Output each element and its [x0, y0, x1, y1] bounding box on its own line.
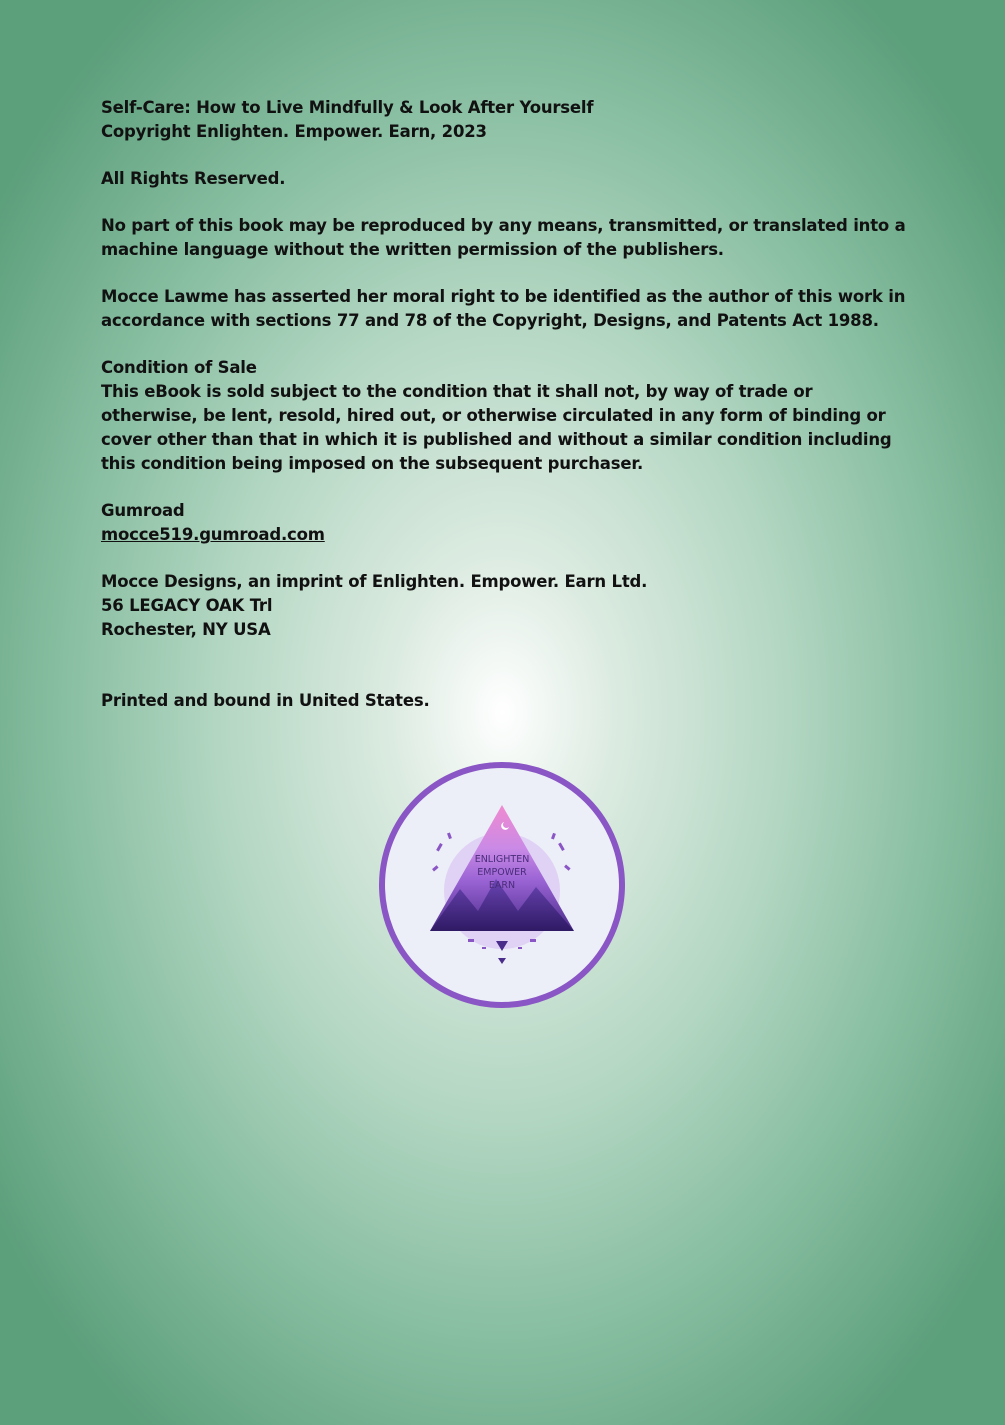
printed-block [101, 689, 911, 713]
publisher-logo [378, 761, 626, 1009]
store-block [101, 499, 911, 547]
reproduction-block [101, 214, 911, 262]
copyright-page [101, 96, 911, 736]
title-block [101, 96, 911, 144]
moral-right-block [101, 285, 911, 333]
copyright-line: Copyright Enlighten. Empower. Earn, 2023 [101, 122, 487, 141]
logo-text-line3: EARN [488, 880, 516, 891]
triangle-mountain-logo-icon [378, 761, 626, 1009]
condition-text: This eBook is sold subject to the condition that it shall not, by way of trade or otherwise, be lent, resold, hired out, or otherwise circulated in any form of binding or cover other than that in which it is published and without a similar condition including this condition being imposed on the subsequent purchaser. [101, 382, 892, 473]
moral-right-notice: Mocce Lawme has asserted her moral right to be identified as the author of this work in accordance with sections 77 and 78 of the Copyright, Designs, and Patents Act 1988. [101, 287, 906, 330]
reproduction-notice: No part of this book may be reproduced by any means, transmitted, or translated into a machine language without the written permission of the publishers. [101, 216, 906, 259]
publisher-line: Mocce Designs, an imprint of Enlighten. Empower. Earn Ltd. [101, 572, 648, 591]
store-name: Gumroad [101, 501, 185, 520]
condition-of-sale-block [101, 356, 911, 476]
logo-text-line2: EMPOWER [477, 867, 527, 878]
book-title: Self-Care: How to Live Mindfully & Look After Yourself [101, 98, 594, 117]
rights-block [101, 167, 911, 191]
printed-line: Printed and bound in United States. [101, 691, 430, 710]
address-line-1: 56 LEGACY OAK Trl [101, 596, 273, 615]
store-link[interactable]: mocce519.gumroad.com [101, 525, 325, 544]
condition-heading: Condition of Sale [101, 358, 257, 377]
logo-text-line1: ENLIGHTEN [474, 854, 530, 865]
address-line-2: Rochester, NY USA [101, 620, 271, 639]
publisher-block [101, 570, 911, 642]
rights-reserved: All Rights Reserved. [101, 169, 286, 188]
